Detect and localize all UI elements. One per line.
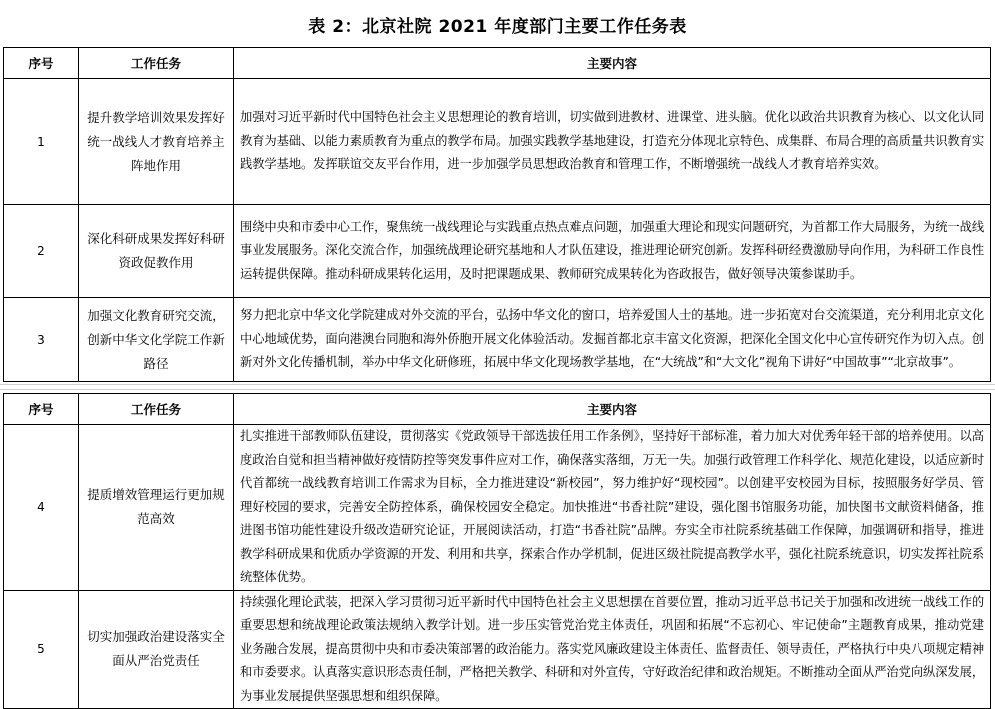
table-title: 表 2：北京社院 2021 年度部门主要工作任务表 bbox=[308, 17, 687, 37]
row-number: 4 bbox=[4, 425, 79, 591]
row-number: 3 bbox=[4, 298, 79, 382]
header-no: 序号 bbox=[4, 48, 79, 79]
page-break-line bbox=[0, 384, 995, 385]
header-content: 主要内容 bbox=[234, 394, 991, 425]
row-content: 努力把北京中华文化学院建成对外交流的平台，弘扬中华文化的窗口，培养爱国人士的基地。进一步拓宽对台交流渠道，充分利用北京文化中心地域优势，面向港澳台同胞和海外侨胞开展文化体验活动。发掘首都北京丰富文化资源，把深化全国文化中心宣传研究作为切入点。创新对外文化传播机制，举办中华文化研修班，拓展中华文化现场教学基地，在“大统战”和“大文化”视角下讲好“中国故事”“北京故事”。 bbox=[234, 298, 991, 382]
page-break-line bbox=[0, 389, 995, 390]
row-task: 深化科研成果发挥好科研资政促教作用 bbox=[79, 205, 234, 298]
task-table-part-2 bbox=[3, 393, 991, 709]
header-task: 工作任务 bbox=[79, 48, 234, 79]
table-row bbox=[4, 205, 991, 298]
row-number: 5 bbox=[4, 590, 79, 709]
table-row bbox=[4, 425, 991, 591]
table-header-row bbox=[4, 48, 991, 79]
row-task: 提升教学培训效果发挥好统一战线人才教育培养主阵地作用 bbox=[79, 79, 234, 205]
row-number: 1 bbox=[4, 79, 79, 205]
header-no: 序号 bbox=[4, 394, 79, 425]
row-content: 围绕中央和市委中心工作，聚焦统一战线理论与实践重点热点难点问题，加强重大理论和现实问题研究，为首都工作大局服务，为统一战线事业发展服务。深化交流合作，加强统战理论研究基地和人才队伍建设，推进理论研究创新。发挥科研经费激励导向作用，为科研工作良性运转提供保障。推动科研成果转化运用，及时把课题成果、教师研究成果转化为咨政报告，做好领导决策参谋助手。 bbox=[234, 205, 991, 298]
row-content: 扎实推进干部教师队伍建设，贯彻落实《党政领导干部选拔任用工作条例》，坚持好干部标准，着力加大对优秀年轻干部的培养使用。以高度政治自觉和担当精神做好疫情防控等突发事件应对工作，确保落实落细，万无一失。加强行政管理工作科学化、规范化建设，以适应新时代首都统一战线教育培训工作需求为目标，全力推进建设“新校园”，努力维护好“现校园”。以创建平安校园为目标，按照服务好学员、管理好校园的要求，完善安全防控体系，确保校园安全稳定。加快推进“书香社院”建设，强化图书馆服务功能，加快图书文献资料储备，推进图书馆功能性建设升级改造研究论证，开展阅读活动，打造“书香社院”品牌。夯实全市社院系统基础工作保障，加强调研和指导，推进教学科研成果和优质办学资源的开发、利用和共享，探索合作办学机制，促进区级社院提高教学水平，强化社院系统意识，切实发挥社院系统整体优势。 bbox=[234, 425, 991, 591]
row-task: 提质增效管理运行更加规范高效 bbox=[79, 425, 234, 591]
header-content: 主要内容 bbox=[234, 48, 991, 79]
table-row bbox=[4, 79, 991, 205]
task-table-part-1 bbox=[3, 47, 991, 382]
table-row bbox=[4, 298, 991, 382]
row-number: 2 bbox=[4, 205, 79, 298]
row-content: 加强对习近平新时代中国特色社会主义思想理论的教育培训，切实做到进教材、进课堂、进头脑。优化以政治共识教育为核心、以文化认同教育为基础、以能力素质教育为重点的教学布局。加强实践教学基地建设，打造充分体现北京特色、成集群、布局合理的高质量共识教育实践教学基地。发挥联谊交友平台作用，进一步加强学员思想政治教育和管理工作，不断增强统一战线人才教育培养实效。 bbox=[234, 79, 991, 205]
row-task: 切实加强政治建设落实全面从严治党责任 bbox=[79, 590, 234, 709]
row-content: 持续强化理论武装，把深入学习贯彻习近平新时代中国特色社会主义思想摆在首要位置，推动习近平总书记关于加强和改进统一战线工作的重要思想和统战理论政策法规纳入教学计划。进一步压实管党治党主体责任，巩固和拓展“不忘初心、牢记使命”主题教育成果，推动党建业务融合发展，提高贯彻中央和市委决策部署的政治能力。落实党风廉政建设主体责任、监督责任、领导责任，严格执行中央八项规定精神和市委要求。认真落实意识形态责任制，严格把关教学、科研和对外宣传，守好政治纪律和政治规矩。不断推动全面从严治党向纵深发展，为事业发展提供坚强思想和组织保障。 bbox=[234, 590, 991, 709]
header-task: 工作任务 bbox=[79, 394, 234, 425]
row-task: 加强文化教育研究交流，创新中华文化学院工作新路径 bbox=[79, 298, 234, 382]
table-header-row bbox=[4, 394, 991, 425]
table-row bbox=[4, 590, 991, 709]
